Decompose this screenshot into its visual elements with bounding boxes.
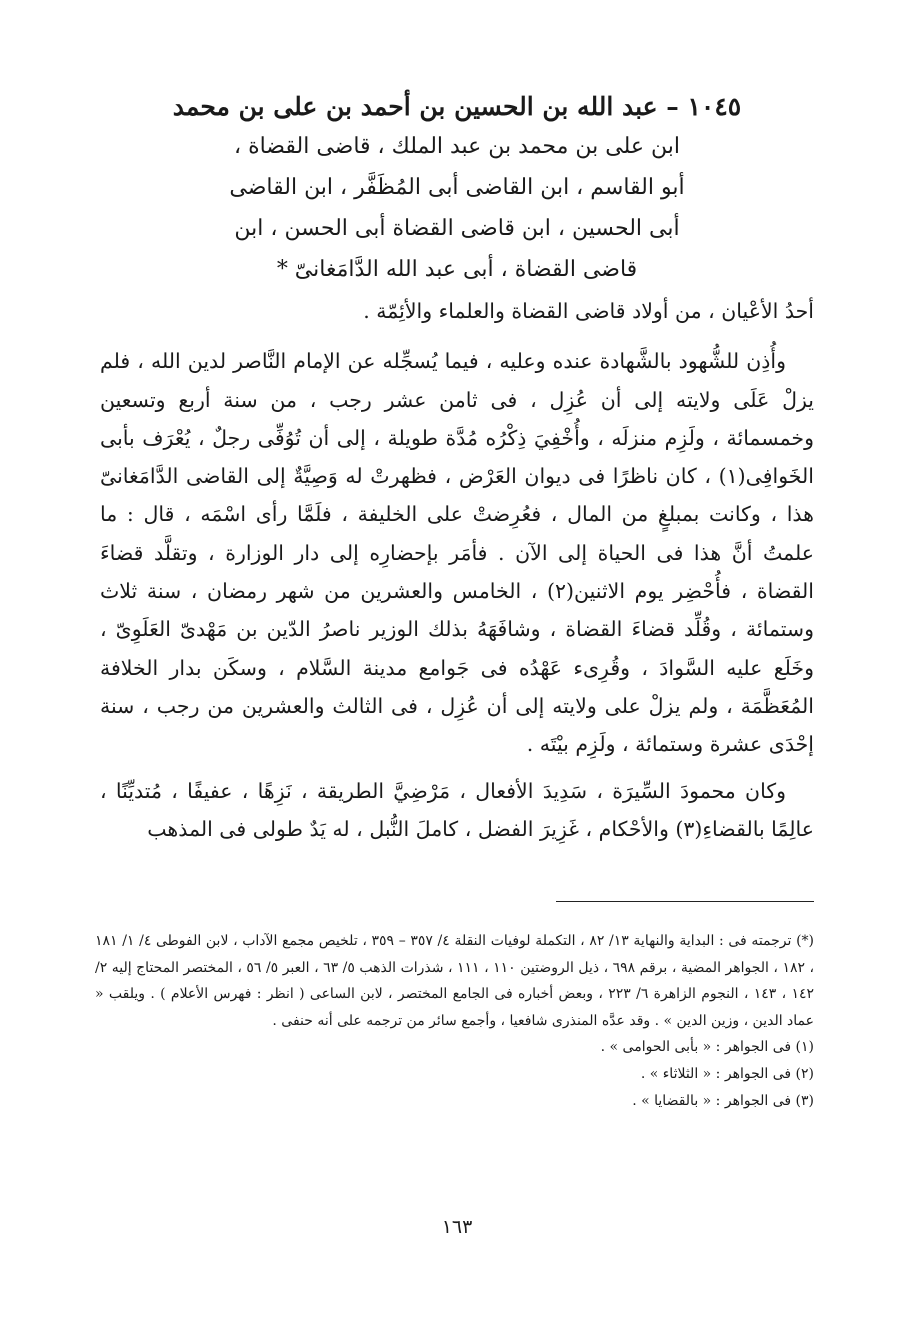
entry-name-line: أبى الحسين ، ابن قاضى القضاة أبى الحسن ، ابن <box>234 216 680 241</box>
source-footnote: (*) ترجمته فى : البداية والنهاية ١٣/ ٨٢ ، التكملة لوفيات النقلة ٤/ ٣٥٧ – ٣٥٩ ، تلخيص مجمع الآداب ، لابن الفوطى ٤/ ١/ ١٨١ ، ١٨٢ ، الجواهر المضية ، برقم ٦٩٨ ، ذيل الروضتين ١١٠ ، ١١١ ، شذرات الذهب ٥/ ٦٣ ، العبر ٥/ ٥٦ ، المختصر المحتاج إليه ٢/ ١٤٢ ، ١٤٣ ، النجوم الزاهرة ٦/ ٢٢٣ ، وبعض أخباره فى الجامع المختصر ، لابن الساعى ( انظر : فهرس الأعلام ) . ويلقب « عماد الدين ، وزين الدين » . وقد عدَّه المنذرى شافعيا ، وأجمع سائر من ترجمه على أنه حنفى . <box>95 933 815 1029</box>
footnote-item: (٢) فى الجواهر : « الثلاثاء » . <box>640 1065 814 1082</box>
footnote-separator <box>556 901 814 902</box>
body-text <box>100 292 814 856</box>
footnotes <box>95 928 814 1114</box>
entry-name-line: قاضى القضاة ، أبى عبد الله الدَّامَغانىّ * <box>276 257 638 282</box>
entry-name-line: أبو القاسم ، ابن القاضى أبى المُظَفَّر ، ابن القاضى <box>229 175 685 200</box>
entry-heading <box>150 88 764 290</box>
footnote-item: (٣) فى الجواهر : « بالقضايا » . <box>632 1092 814 1109</box>
entry-name-line: ابن على بن محمد بن عبد الملك ، قاضى القضاة ، <box>233 134 680 159</box>
body-paragraph: أحدُ الأعْيان ، من أولاد قاضى القضاة والعلماء والأئِمّة . <box>363 299 814 323</box>
footnote-item: (١) فى الجواهر : « بأبى الحوامى » . <box>600 1039 814 1056</box>
entry-title: ١٠٤٥ – عبد الله بن الحسين بن أحمد بن على بن محمد <box>172 92 742 121</box>
body-paragraph: وأُذِن للشُّهود بالشَّهادة عنده وعليه ، فيما يُسجِّله عن الإمام النَّاصر لدين الله ، فلم يزلْ عَلَى ولايته إلى أن عُزِل ، فى ثامن عشر رجب ، من سنة أربع وتسعين وخمسمائة ، ولَزِم منزلَه ، وأُخْفِيَ ذِكْرُه مُدَّة طويلة ، إلى أن تُوُفِّى رجلٌ ، يُعْرَف بأبى الخَوافِى(١) ، كان ناظرًا فى ديوان العَرْض ، فظهرتْ له وَصِيَّةٌ إلى القاضى الدَّامَغانىّ هذا ، وكانت بمبلغٍ من المال ، فعُرِضتْ على الخليفة ، فلَمَّا رأى اسْمَه ، قال : ما علمتُ أنَّ هذا فى الحياة إلى الآن . فأمَر بإحضارِه إلى دار الوزارة ، وتقلَّد قضاءَ القضاة ، فأُحْضِر يوم الاثنين(٢) ، الخامس والعشرين من شهر رمضان ، سنة ثلاث وستمائة ، وقُلِّد قضاءَ القضاة ، وشافَهَهُ بذلك الوزير ناصرُ الدّين بن مَهْدىّ العَلَوِىّ ، وخَلَع عليه السَّوادَ ، وقُرِىء عَهْدُه فى جَوامع مدينة السَّلام ، وسكَن بدار الخلافة المُعَظَّمَة ، ولم يزلْ على ولايته إلى أن عُزِل ، فى الثالث والعشرين من رجب ، سنة إحْدَى عشرة وستمائة ، ولَزِم بيْتَه . <box>100 349 814 757</box>
entry-name-lines <box>150 126 764 290</box>
page-number: ١٦٣ <box>441 1216 473 1238</box>
body-paragraph: وكان محمودَ السِّيرَة ، سَدِيدَ الأفعال ، مَرْضِيَّ الطريقة ، نَزِهًا ، عفيفًا ، مُتديِّنًا ، عالِمًا بالقضاءِ(٣) والأحْكام ، غَزِيرَ الفضل ، كاملَ النُّبل ، له يَدٌ طولى فى المذهب <box>100 778 814 841</box>
